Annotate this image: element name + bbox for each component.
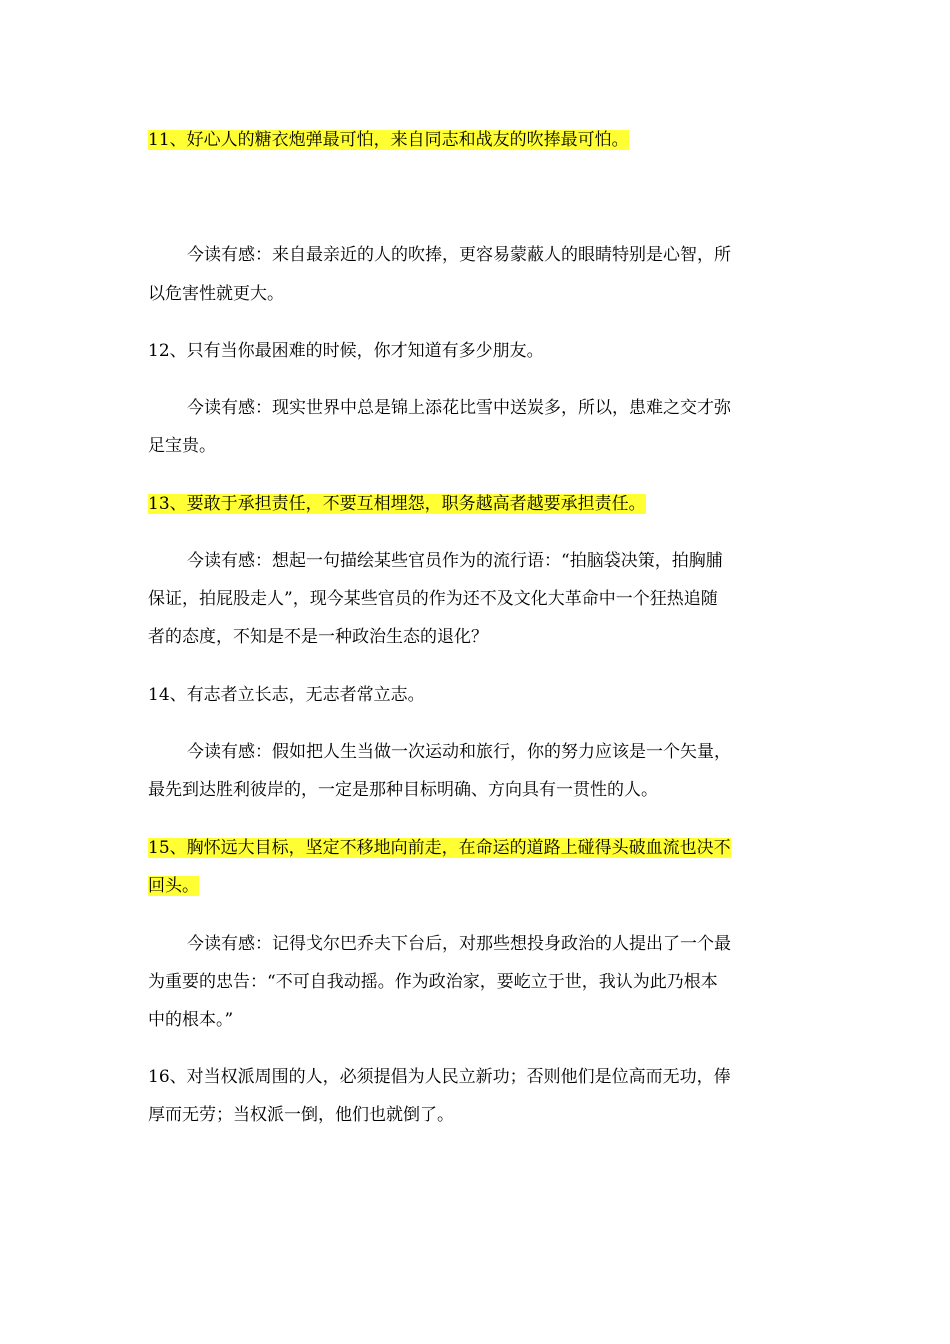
quote-16-line-2: 厚而无劳；当权派一倒，他们也就倒了。 [148,1105,454,1125]
quote-14: 14、有志者立长志，无志者常立志。 [148,685,425,705]
quote-11-text: 11、好心人的糖衣炮弹最可怕，来自同志和战友的吹捧最可怕。 [148,130,629,150]
quote-15-text-2: 回头。 [148,876,199,896]
comment-14-line-1: 今读有感：假如把人生当做一次运动和旅行，你的努力应该是一个矢量， [187,742,731,762]
quote-11 [148,128,629,152]
quote-15-line-2 [148,874,199,898]
comment-11-line-1: 今读有感：来自最亲近的人的吹捧，更容易蒙蔽人的眼睛特别是心智，所 [187,245,731,265]
comment-14-line-2: 最先到达胜利彼岸的，一定是那种目标明确、方向具有一贯性的人。 [148,780,658,800]
quote-15-text-1: 15、胸怀远大目标，坚定不移地向前走，在命运的道路上碰得头破血流也决不 [148,838,731,858]
comment-11-line-2: 以危害性就更大。 [148,284,284,304]
quote-13 [148,492,646,516]
comment-13-line-3: 者的态度，不知是不是一种政治生态的退化？ [148,627,488,647]
comment-13-line-1: 今读有感：想起一句描绘某些官员作为的流行语：“拍脑袋决策，拍胸脯 [187,551,723,571]
comment-15-line-2: 为重要的忠告：“不可自我动摇。作为政治家，要屹立于世，我认为此乃根本 [148,972,718,992]
comment-15-line-3: 中的根本。” [148,1010,234,1030]
quote-16-line-1: 16、对当权派周围的人，必须提倡为人民立新功；否则他们是位高而无功，俸 [148,1067,731,1087]
comment-12-line-1: 今读有感：现实世界中总是锦上添花比雪中送炭多，所以，患难之交才弥 [187,398,731,418]
comment-13-line-2: 保证，拍屁股走人”，现今某些官员的作为还不及文化大革命中一个狂热追随 [148,589,718,609]
comment-12-line-2: 足宝贵。 [148,436,216,456]
comment-15-line-1: 今读有感：记得戈尔巴乔夫下台后，对那些想投身政治的人提出了一个最 [187,934,731,954]
quote-13-text: 13、要敢于承担责任，不要互相埋怨，职务越高者越要承担责任。 [148,494,646,514]
quote-15-line-1 [148,836,731,860]
quote-12: 12、只有当你最困难的时候，你才知道有多少朋友。 [148,341,544,361]
